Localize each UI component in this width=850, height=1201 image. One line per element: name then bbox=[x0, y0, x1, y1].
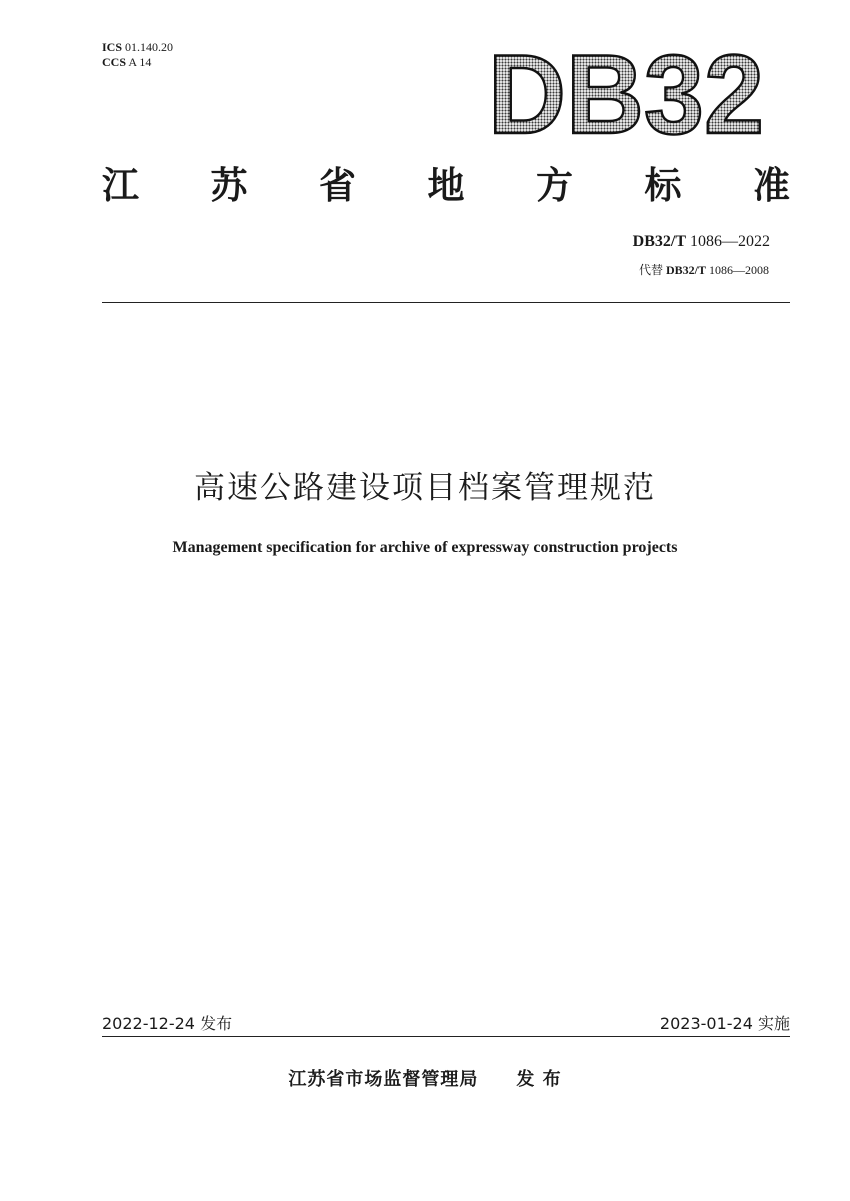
org-heading-char: 地 bbox=[427, 164, 465, 207]
classification-codes bbox=[102, 40, 173, 70]
footer-divider bbox=[102, 1036, 790, 1037]
replaces-prefix: DB32/T bbox=[665, 263, 706, 277]
ics-line bbox=[102, 40, 173, 55]
org-heading-char: 方 bbox=[536, 164, 573, 207]
db32-logo bbox=[486, 40, 766, 140]
publish-date: 2022-12-24 发布 bbox=[102, 1014, 233, 1033]
org-heading-char: 准 bbox=[753, 164, 790, 207]
ics-label: ICS bbox=[102, 40, 123, 54]
document-title-zh: 高速公路建设项目档案管理规范 bbox=[194, 470, 656, 506]
org-heading-char: 苏 bbox=[210, 164, 248, 207]
document-title-en: Management specification for archive of expressway construction projects bbox=[172, 539, 678, 556]
replaces-label: 代替 bbox=[638, 263, 663, 277]
issuer-name: 江苏省市场监督管理局 bbox=[288, 1069, 479, 1090]
standard-prefix: DB32/T bbox=[632, 233, 686, 250]
standard-code: 1086—2022 bbox=[690, 233, 770, 250]
implement-date: 2023-01-24 实施 bbox=[659, 1014, 790, 1033]
issuer-line bbox=[0, 1065, 850, 1091]
org-heading-char: 省 bbox=[319, 164, 356, 207]
ccs-line bbox=[102, 55, 173, 70]
org-heading bbox=[102, 162, 790, 210]
header-divider bbox=[102, 302, 790, 303]
replaces-line bbox=[639, 261, 769, 278]
ics-value: 01.140.20 bbox=[125, 40, 174, 54]
ccs-value: A 14 bbox=[128, 55, 152, 69]
org-heading-char: 标 bbox=[644, 164, 682, 207]
standard-number bbox=[633, 233, 770, 251]
logo-text: DB32 bbox=[488, 40, 764, 140]
issuer-action: 发 布 bbox=[516, 1069, 562, 1090]
replaces-code: 1086—2008 bbox=[709, 263, 769, 277]
ccs-label: CCS bbox=[102, 55, 127, 69]
org-heading-char: 江 bbox=[102, 164, 139, 207]
